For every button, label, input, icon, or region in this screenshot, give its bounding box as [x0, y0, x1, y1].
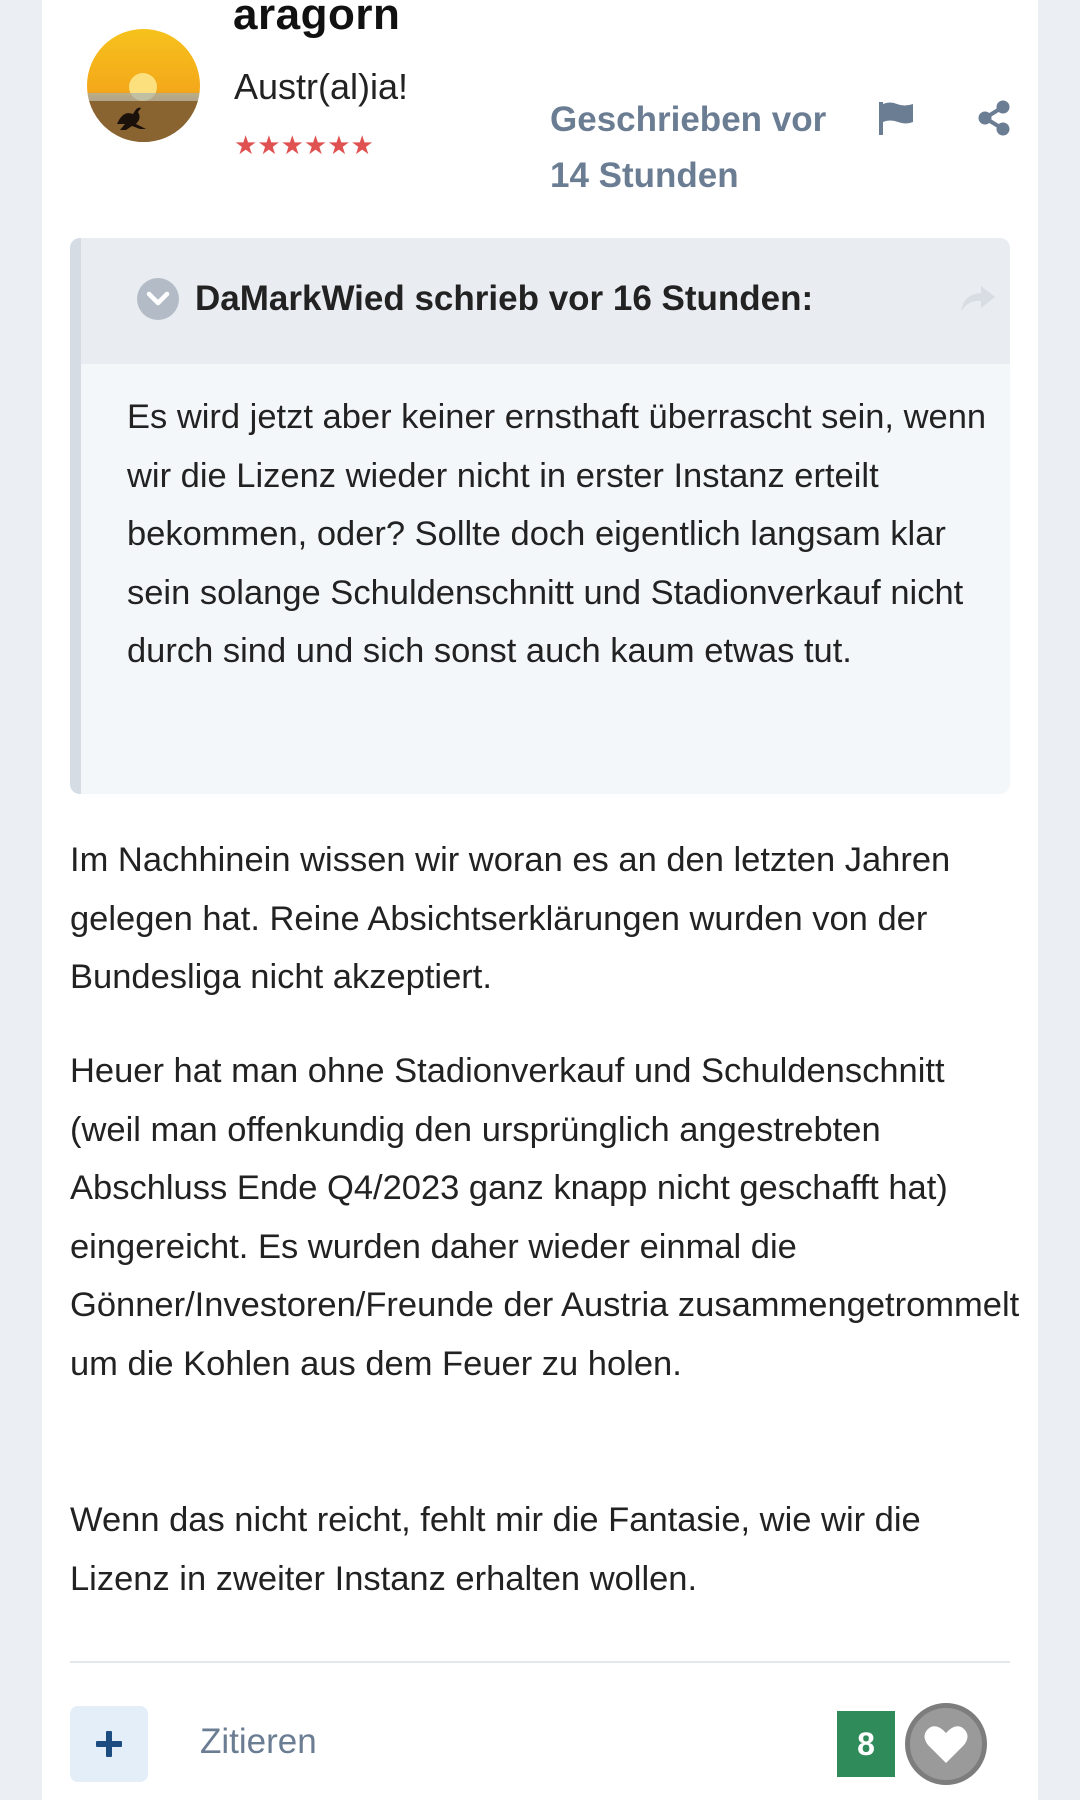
- author-name[interactable]: aragorn: [233, 0, 401, 39]
- post-paragraph: Heuer hat man ohne Stadionverkauf und Schuldenschnitt (weil man offenkundig den ursprünglich angestrebten Abschluss Ende Q4/2023 ganz knapp nicht geschafft hat) eingereicht. Es wurden daher wieder einmal die Gönner/Investoren/Freunde der Austria zusammengetrommelt um die Kohlen aus dem Feuer zu holen.: [70, 1052, 1020, 1383]
- post-date[interactable]: Geschrieben vor 14 Stunden: [550, 100, 827, 195]
- post-card: [42, 0, 1038, 1800]
- share-icon[interactable]: [976, 100, 1012, 136]
- quote-citation: DaMarkWied schrieb vor 16 Stunden:: [195, 279, 814, 318]
- heart-icon: [923, 1723, 969, 1765]
- divider: [70, 1661, 1010, 1663]
- post-paragraph: Im Nachhinein wissen wir woran es an den letzten Jahren gelegen hat. Reine Absichtserklärungen wurden von der Bundesliga nicht akzeptiert.: [70, 841, 951, 996]
- quote-block: [70, 238, 1010, 794]
- quote-bar: [70, 238, 81, 794]
- avatar[interactable]: [87, 29, 200, 142]
- reaction-count[interactable]: 8: [837, 1711, 895, 1777]
- like-button[interactable]: [905, 1703, 987, 1785]
- quote-button[interactable]: Zitieren: [200, 1722, 317, 1761]
- share-arrow-icon[interactable]: [957, 282, 997, 318]
- author-title: Austr(al)ia!: [234, 66, 409, 107]
- rank-stars: ★★★★★★: [234, 130, 374, 160]
- flag-icon[interactable]: [876, 100, 916, 136]
- post-paragraph: Wenn das nicht reicht, fehlt mir die Fantasie, wie wir die Lizenz in zweiter Instanz erhalten wollen.: [70, 1501, 921, 1598]
- plus-icon: [94, 1729, 124, 1759]
- quote-text: Es wird jetzt aber keiner ernsthaft überrascht sein, wenn wir die Lizenz wieder nicht in erster Instanz erteilt bekommen, oder? Sollte doch eigentlich langsam klar sein solange Schuldenschnitt und Stadionverkauf nicht durch sind und sich sonst auch kaum etwas tut.: [127, 398, 987, 670]
- chevron-down-icon[interactable]: [137, 278, 179, 320]
- multiquote-button[interactable]: [70, 1706, 148, 1782]
- quote-header: [81, 238, 1010, 364]
